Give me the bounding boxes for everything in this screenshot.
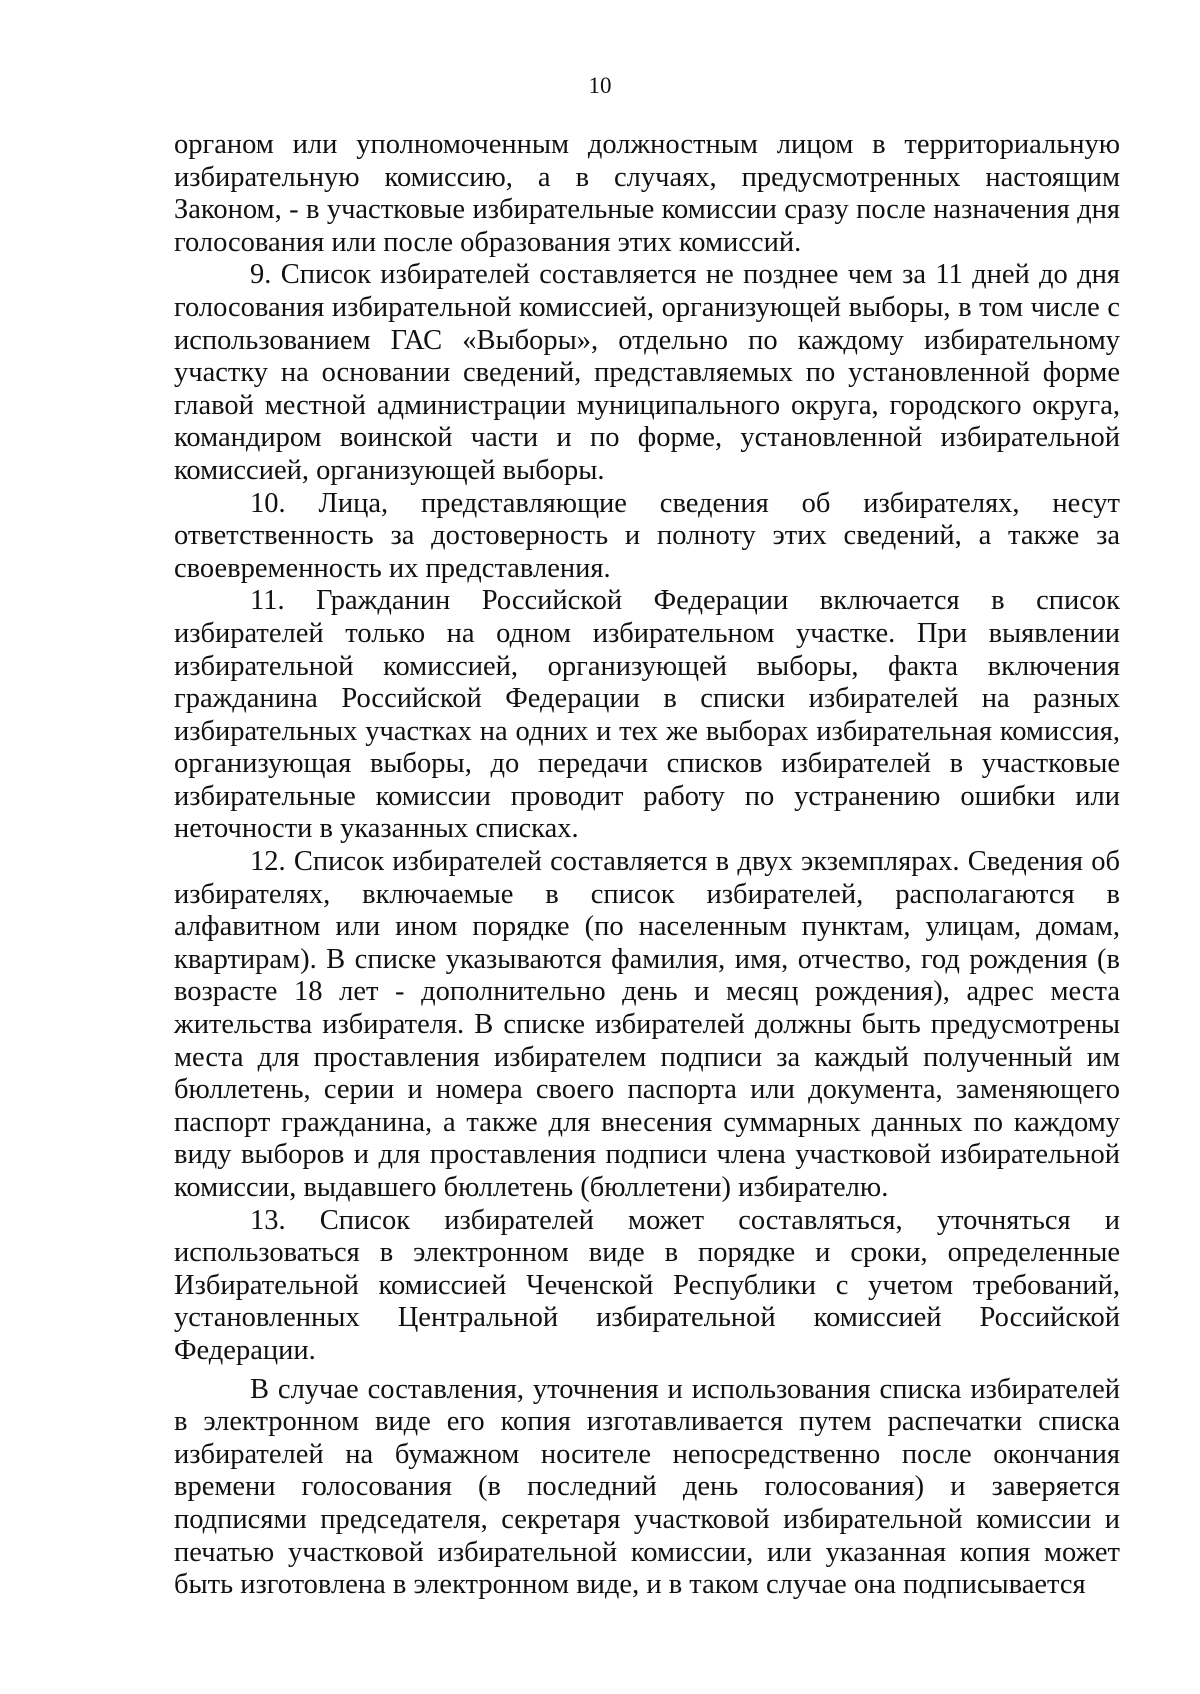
paragraph-item-13: 13. Список избирателей может составляться, уточняться и использоваться в электронном виде в порядке и сроки, определенные Избирательной комиссией Чеченской Республики с учетом требований, установленных Центральной избирательной комиссией Российской Федерации.: [174, 1204, 1120, 1366]
page-number: 10: [588, 73, 612, 98]
paragraph-electronic-copy: В случае составления, уточнения и использования списка избирателей в электронном виде его копия изготавливается путем распечатки списка избирателей на бумажном носителе непосредственно после окончания времени голосования (в последний день голосования) и заверяется подписями председателя, секретаря участковой избирательной комиссии и печатью участковой избирательной комиссии, или указанная копия может быть изготовлена в электронном виде, и в таком случае она подписывается: [174, 1373, 1120, 1601]
paragraph-continuation: органом или уполномоченным должностным лицом в территориальную избирательную комиссию, а в случаях, предусмотренных настоящим Законом, - в участковые избирательные комиссии сразу после назначения дня голосования или после образования этих комиссий.: [174, 129, 1120, 258]
document-body: [174, 129, 1120, 1602]
paragraph-item-9: 9. Список избирателей составляется не позднее чем за 11 дней до дня голосования избирательной комиссией, организующей выборы, в том числе с использованием ГАС «Выборы», отдельно по каждому избирательному участку на основании сведений, представляемых по установленной форме главой местной администрации муниципального округа, городского округа, командиром воинской части и по форме, установленной избирательной комиссией, организующей выборы.: [174, 259, 1120, 486]
paragraph-item-10: 10. Лица, представляющие сведения об избирателях, несут ответственность за достоверность и полноту этих сведений, а также за своевременность их представления.: [174, 487, 1120, 584]
paragraph-item-12: 12. Список избирателей составляется в двух экземплярах. Сведения об избирателях, включаемые в список избирателей, располагаются в алфавитном или ином порядке (по населенным пунктам, улицам, домам, квартирам). В списке указываются фамилия, имя, отчество, год рождения (в возрасте 18 лет - дополнительно день и месяц рождения), адрес места жительства избирателя. В списке избирателей должны быть предусмотрены места для проставления избирателем подписи за каждый полученный им бюллетень, серии и номера своего паспорта или документа, заменяющего паспорт гражданина, а также для внесения суммарных данных по каждому виду выборов и для проставления подписи члена участковой избирательной комиссии, выдавшего бюллетень (бюллетени) избирателю.: [174, 846, 1120, 1203]
paragraph-item-11: 11. Гражданин Российской Федерации включается в список избирателей только на одном избирательном участке. При выявлении избирательной комиссией, организующей выборы, факта включения гражданина Российской Федерации в списки избирателей на разных избирательных участках на одних и тех же выборах избирательная комиссия, организующая выборы, до передачи списков избирателей в участковые избирательные комиссии проводит работу по устранению ошибки или неточности в указанных списках.: [174, 585, 1120, 845]
